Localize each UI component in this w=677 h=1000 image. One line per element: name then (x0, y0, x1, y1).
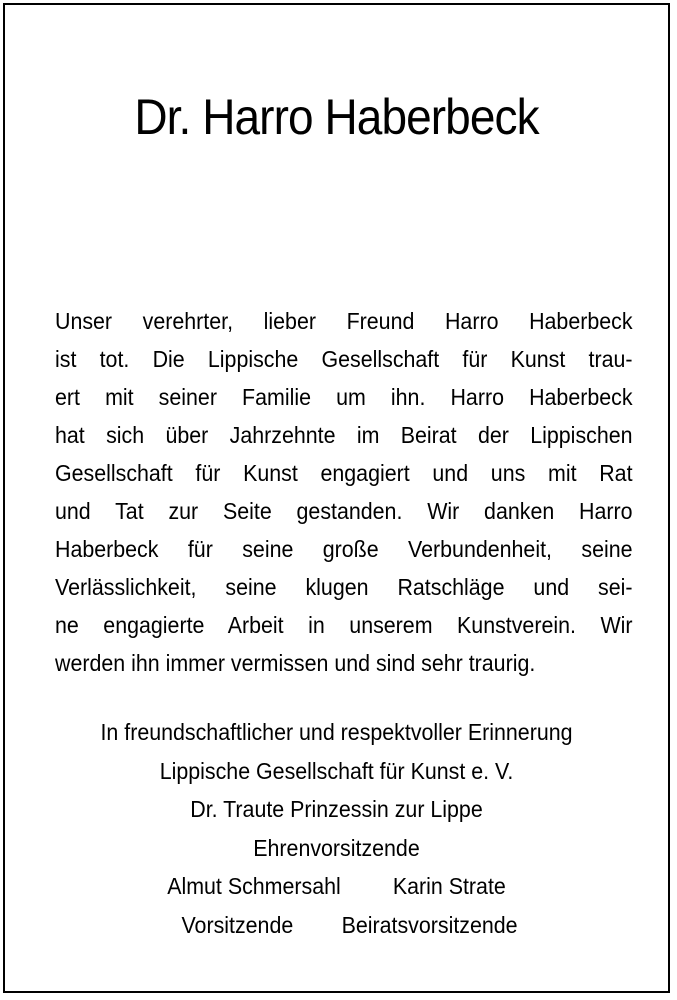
signatory-names (28, 867, 645, 906)
body-line: ist tot. Die Lippische Gesellschaft für Kunst trau- (55, 346, 633, 372)
body-line: und Tat zur Seite gestanden. Wir danken Harro (55, 498, 633, 524)
signatory-role: Beiratsvorsitzende (341, 911, 518, 938)
body-line: Verlässlichkeit, seine klugen Ratschläge und sei- (55, 574, 633, 600)
organization-name: Lippische Gesellschaft für Kunst e. V. (159, 757, 514, 784)
body-line: Haberbeck für seine große Verbundenheit, seine (55, 536, 633, 562)
body-line: werden ihn immer vermissen und sind sehr traurig. (55, 650, 536, 676)
closing-block (5, 713, 668, 944)
signatory-name: Almut Schmersahl (167, 873, 341, 899)
deceased-name: Dr. Harro Haberbeck (134, 89, 539, 145)
obituary-notice-frame (3, 3, 670, 993)
body-line: Unser verehrter, lieber Freund Harro Haberbeck (55, 308, 633, 334)
signatory-roles (28, 906, 645, 945)
signatory-name: Karin Strate (392, 873, 506, 899)
honorary-chair-name: Dr. Traute Prinzessin zur Lippe (190, 796, 483, 822)
body-line: Gesellschaft für Kunst engagiert und uns mit Rat (55, 460, 633, 486)
body-line: ert mit seiner Familie um ihn. Harro Haberbeck (55, 384, 633, 410)
remembrance-line: In freundschaftlicher und respektvoller Erinnerung (100, 719, 573, 745)
body-line: hat sich über Jahrzehnte im Beirat der Lippischen (55, 422, 633, 448)
signatory-role: Vorsitzende (181, 911, 294, 938)
obituary-body (55, 302, 633, 682)
body-line: ne engagierte Arbeit in unserem Kunstverein. Wir (55, 612, 633, 638)
honorary-chair-role: Ehrenvorsitzende (253, 834, 420, 861)
